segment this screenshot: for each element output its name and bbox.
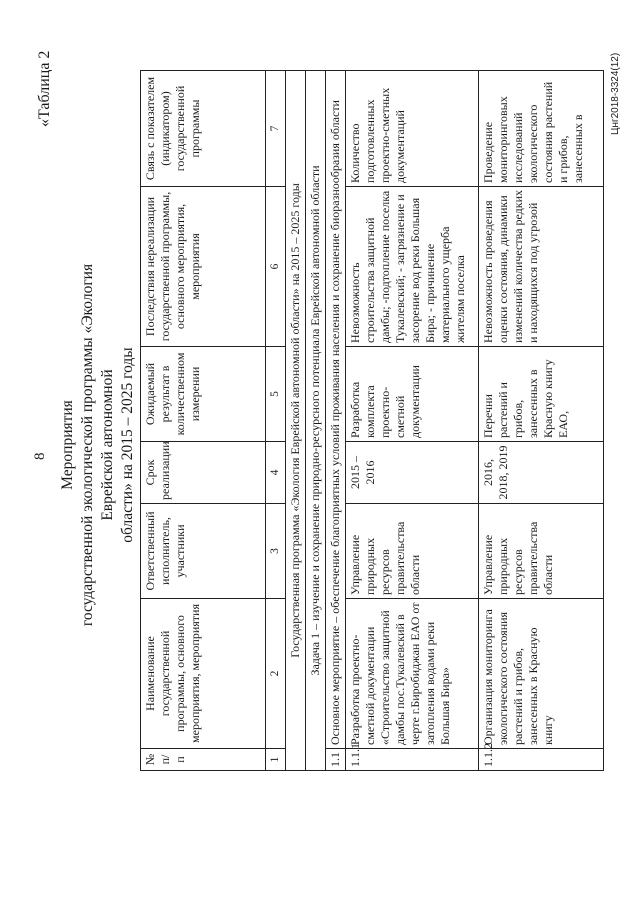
activity-name: Разработка проектно-сметной документации «Строительство защитной дамбы пос.Тукалевский в черте г.Биробиджан ЕАО от затопления водами реки Большая Бира» [346, 599, 479, 749]
consequences: Невозможность проведения оценки состояния, динамики изменений количества редких и находящихся под угрозой [479, 187, 604, 347]
task-title: Задача 1 – изучение и сохранение природно-ресурсного потенциала Еврейской автономной области [306, 71, 326, 771]
period: 2016, 2018, 2019 [479, 442, 604, 504]
task-row [306, 71, 326, 771]
title-line-2: государственной экологической программы «Экология Еврейской автономной [79, 263, 116, 627]
expected-result: Разработка комплекта проектно-сметной документации [346, 347, 479, 442]
executor: Управление природных ресурсов правительства области [346, 504, 479, 599]
main-activity-number: 1.1 [326, 749, 346, 771]
column-number: 1 [266, 749, 286, 771]
consequences: Невозможность строительства защитной дамбы; -подтопление поселка Тукалевский; - загрязнение и засорение вод реки Большая Бира; - причинение материального ущерба жителям поселка [346, 187, 479, 347]
main-activity-title: Основное мероприятие – обеспечение благоприятных условий проживания населения и сохранение биоразнообразия области [326, 71, 346, 749]
column-number: 4 [266, 442, 286, 504]
table-label: «Таблица 2 [36, 50, 53, 127]
row-number: 1.1.1 [346, 749, 479, 771]
header-cell: Ответственный исполнитель, участники [141, 504, 266, 599]
column-number: 6 [266, 187, 286, 347]
title-line-1: Мероприятия [59, 400, 76, 490]
table-row [346, 71, 479, 771]
title-line-3: области» на 2015 – 2025 годы [119, 347, 136, 543]
column-number: 2 [266, 599, 286, 749]
executor: Управление природных ресурсов правительства области [479, 504, 604, 599]
header-cell: № п/п [141, 749, 266, 771]
table-row [479, 71, 604, 771]
header-cell: Наименование государственной программы, основного мероприятия, мероприятия [141, 599, 266, 749]
program-title: Государственная программа «Экология Еврейской автономной области» на 2015 – 2025 годы [286, 71, 306, 771]
column-number: 7 [266, 71, 286, 187]
document-title [58, 235, 138, 655]
header-cell: Срок реализации [141, 442, 266, 504]
header-cell: Последствия нереализации государственной программы, основного мероприятия, мероприятия [141, 187, 266, 347]
indicator-link: Количество подготовленных проектно-сметных документаций [346, 71, 479, 187]
main-activity-row [326, 71, 346, 771]
period: 2015 – 2016 [346, 442, 479, 504]
activity-name: Организация мониторинга экологического состояния растений и грибов, занесенных в Красную книгу [479, 599, 604, 749]
expected-result: Перечни растений и грибов, занесенных в Красную книгу ЕАО, [479, 347, 604, 442]
column-number: 3 [266, 504, 286, 599]
page-number: 8 [32, 452, 48, 460]
header-cell: Связь с показателем (индикатором) государственной программы [141, 71, 266, 187]
column-number-row [266, 71, 286, 771]
header-cell: Ожидаемый результат в количественном измерении [141, 347, 266, 442]
column-number: 5 [266, 347, 286, 442]
program-row [286, 71, 306, 771]
table-header-row [141, 71, 266, 771]
document-code: Цнг2018-3324(12) [610, 52, 621, 135]
activities-table [140, 70, 604, 771]
indicator-link: Проведение мониторинговых исследований экологического состояния растений и грибов, занесенных в [479, 71, 604, 187]
row-number: 1.1.2 [479, 749, 604, 771]
